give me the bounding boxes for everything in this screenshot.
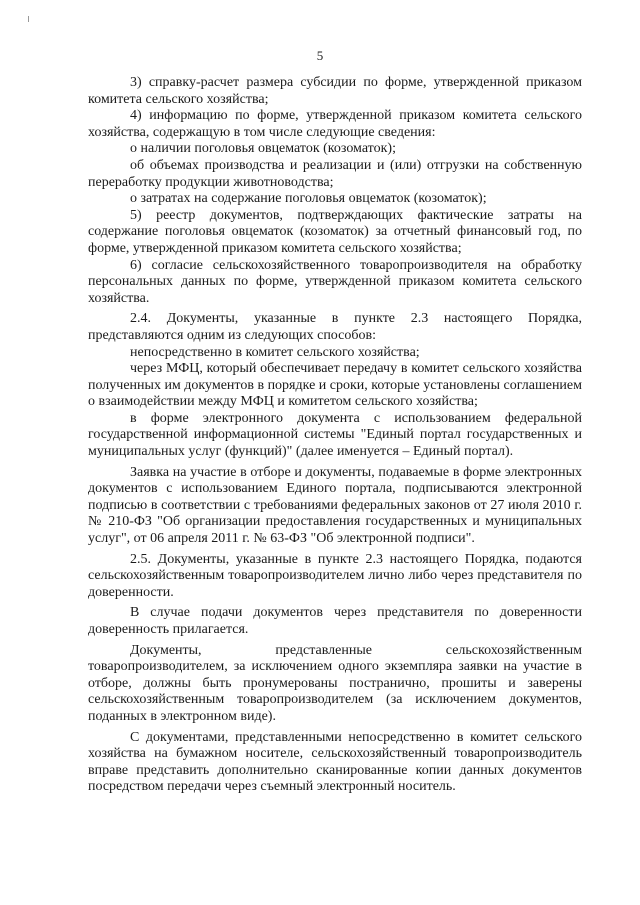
paragraph-production-volumes: об объемах производства и реализации и (или) отгрузки на собственную переработку продукции животноводства; <box>88 157 582 190</box>
paragraph-livestock-count: о наличии поголовья овцематок (козоматок); <box>130 141 396 157</box>
paragraph-item-6: 6) согласие сельскохозяйственного товаропроизводителя на обработку персональных данных по форме, утвержденной приказом комитета сельского хозяйства. <box>88 257 582 306</box>
paragraph-electronic-signature: Заявка на участие в отборе и документы, подаваемые в форме электронных документов с использованием Единого портала, подписываются электронной подписью в соответствии с требованиями федеральных законов от 27 июля 2010 г. № 210-ФЗ "Об организации предоставления государственных и муниципальных услуг", от 06 апреля 2011 г. № 63-ФЗ "Об электронной подписи". <box>88 464 582 547</box>
paragraph-electronic-submission: в форме электронного документа с использованием федеральной государственной информационной системы "Единый портал государственных и муниципальных услуг (функций)" (далее именуется – Единый портал). <box>88 410 582 460</box>
paragraph-item-4: 4) информацию по форме, утвержденной приказом комитета сельского хозяйства, содержащую в том числе следующие сведения: <box>88 108 582 140</box>
paragraph-power-of-attorney: В случае подачи документов через представителя по доверенности доверенность прилагается. <box>88 605 582 637</box>
document-body <box>88 75 582 796</box>
paragraph-direct-submission: непосредственно в комитет сельского хозяйства; <box>130 344 420 360</box>
paragraph-document-certification: Документы, представленные сельскохозяйственным товаропроизводителем, за исключением одного экземпляра заявки на участие в отборе, должны быть пронумерованы постранично, прошиты и заверены сельскохозяйственным товаропроизводителем (за исключением документов, поданных в электронном виде). <box>88 642 582 724</box>
paragraph-2-5: 2.5. Документы, указанные в пункте 2.3 настоящего Порядка, подаются сельскохозяйственным товаропроизводителем лично либо через представителя по доверенности. <box>88 551 582 600</box>
paragraph-item-5: 5) реестр документов, подтверждающих фактические затраты на содержание поголовья овцематок (козоматок) за отчетный финансовый год, по форме, утвержденной приказом комитета сельского хозяйства; <box>88 207 582 256</box>
paragraph-maintenance-costs: о затратах на содержание поголовья овцематок (козоматок); <box>130 191 487 207</box>
scan-mark <box>28 16 29 22</box>
paragraph-mfc-submission: через МФЦ, который обеспечивает передачу в комитет сельского хозяйства полученных им документов в порядке и сроки, которые установлены соглашением о взаимодействии между МФЦ и комитетом сельского хозяйства; <box>88 361 582 410</box>
page-number: 5 <box>316 48 324 63</box>
paragraph-2-4: 2.4. Документы, указанные в пункте 2.3 настоящего Порядка, представляются одним из следующих способов: <box>88 311 582 343</box>
paragraph-item-3: 3) справку-расчет размера субсидии по форме, утвержденной приказом комитета сельского хозяйства; <box>88 75 582 107</box>
paragraph-scanned-copies: С документами, представленными непосредственно в комитет сельского хозяйства на бумажном носителе, сельскохозяйственный товаропроизводитель вправе представить дополнительно сканированные копии данных документов посредством передачи через съемный электронный носитель. <box>88 729 582 795</box>
